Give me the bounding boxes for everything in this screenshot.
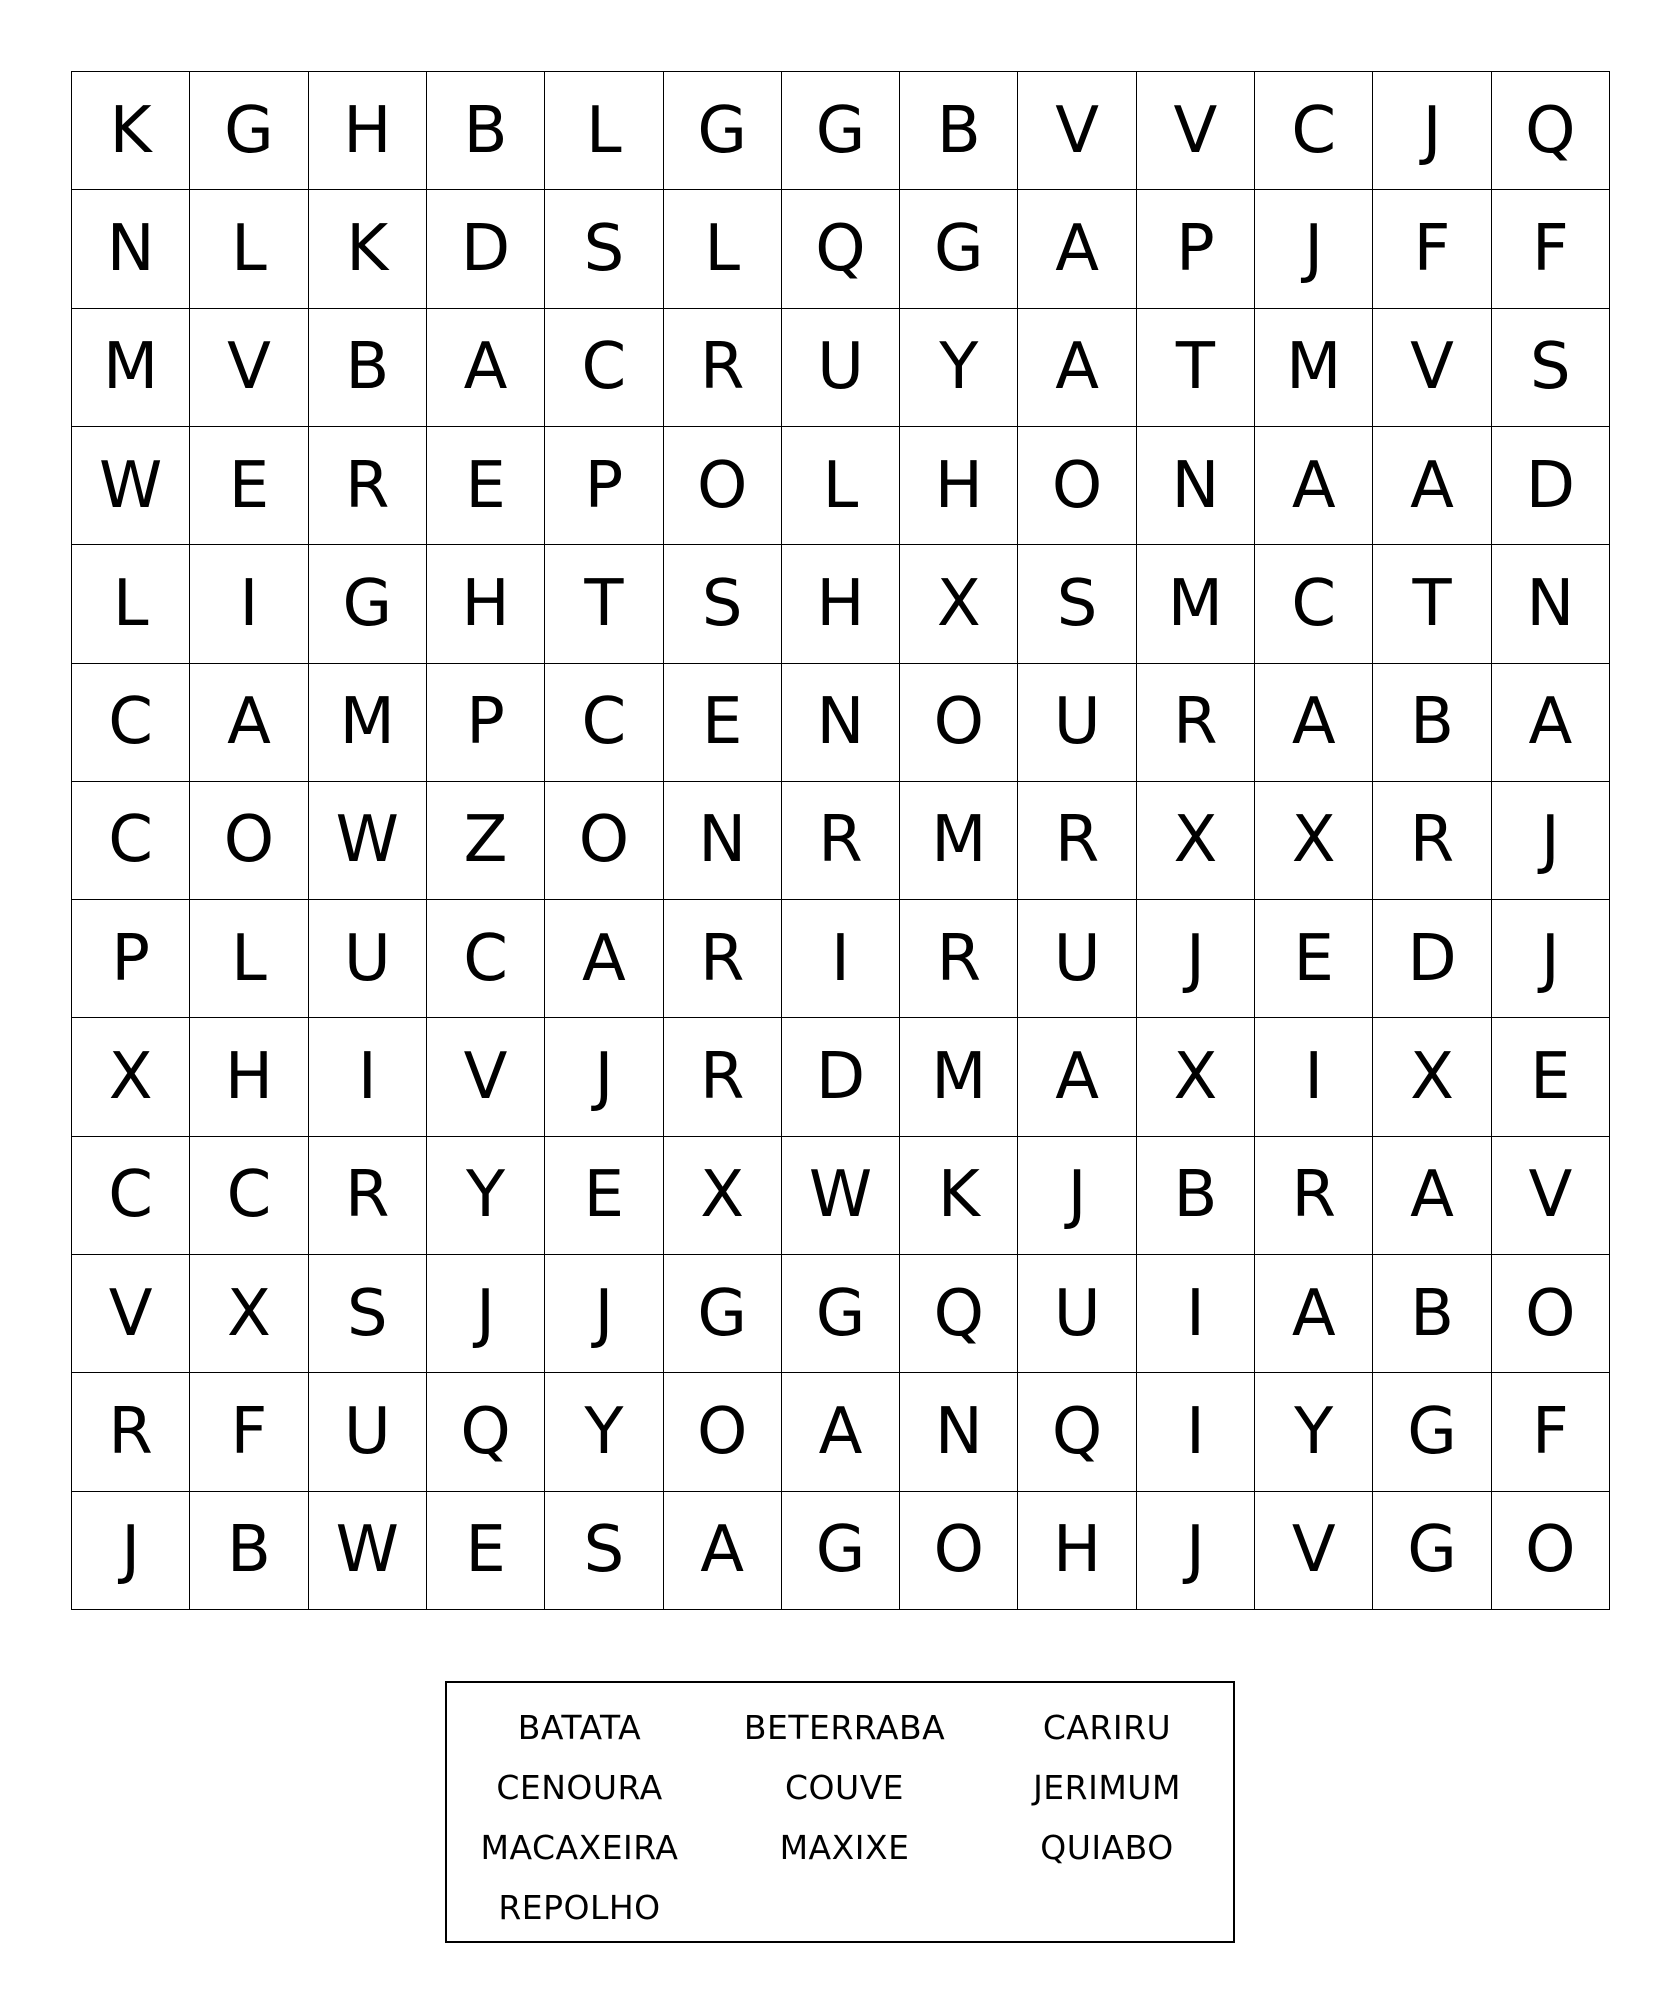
grid-cell[interactable]: X [1373, 1018, 1491, 1136]
grid-cell[interactable]: T [1373, 545, 1491, 663]
grid-cell[interactable]: I [1137, 1373, 1255, 1491]
grid-cell[interactable]: O [1492, 1492, 1610, 1610]
grid-cell[interactable]: R [782, 782, 900, 900]
grid-cell[interactable]: R [1373, 782, 1491, 900]
word-list-item: BATATA [517, 1707, 642, 1747]
grid-cell[interactable]: V [427, 1018, 545, 1136]
grid-cell[interactable]: S [545, 1492, 663, 1610]
grid-cell[interactable]: K [309, 190, 427, 308]
grid-cell[interactable]: L [72, 545, 190, 663]
grid-cell[interactable]: J [545, 1018, 663, 1136]
grid-cell[interactable]: U [1018, 664, 1136, 782]
grid-cell[interactable]: J [1137, 900, 1255, 1018]
grid-cell[interactable]: E [1492, 1018, 1610, 1136]
grid-cell[interactable]: C [190, 1137, 308, 1255]
grid-cell[interactable]: V [72, 1255, 190, 1373]
grid-cell[interactable]: A [1373, 1137, 1491, 1255]
grid-cell[interactable]: A [782, 1373, 900, 1491]
grid-cell[interactable]: V [190, 309, 308, 427]
word-list-item: BETERRABA [743, 1707, 946, 1747]
grid-cell[interactable]: J [72, 1492, 190, 1610]
grid-cell[interactable]: R [664, 309, 782, 427]
grid-cell[interactable]: W [72, 427, 190, 545]
grid-cell[interactable]: Q [782, 190, 900, 308]
grid-cell[interactable]: P [72, 900, 190, 1018]
grid-cell[interactable]: I [1137, 1255, 1255, 1373]
grid-cell[interactable]: J [1492, 900, 1610, 1018]
grid-cell[interactable]: O [1492, 1255, 1610, 1373]
grid-cell[interactable]: A [190, 664, 308, 782]
grid-cell[interactable]: D [427, 190, 545, 308]
grid-cell[interactable]: V [1018, 72, 1136, 190]
grid-cell[interactable]: G [782, 1492, 900, 1610]
grid-cell[interactable]: R [1255, 1137, 1373, 1255]
grid-cell[interactable]: W [782, 1137, 900, 1255]
grid-cell[interactable]: Y [1255, 1373, 1373, 1491]
grid-cell[interactable]: O [190, 782, 308, 900]
grid-cell[interactable]: V [1137, 72, 1255, 190]
grid-cell[interactable]: N [1492, 545, 1610, 663]
grid-cell[interactable]: F [1373, 190, 1491, 308]
word-list-item: QUIABO [1040, 1827, 1174, 1867]
grid-cell[interactable]: X [900, 545, 1018, 663]
grid-cell[interactable]: W [309, 782, 427, 900]
grid-cell[interactable]: J [545, 1255, 663, 1373]
grid-cell[interactable]: B [427, 72, 545, 190]
grid-cell[interactable]: B [309, 309, 427, 427]
grid-cell[interactable]: X [1137, 782, 1255, 900]
grid-cell[interactable]: M [309, 664, 427, 782]
grid-cell[interactable]: O [545, 782, 663, 900]
grid-cell[interactable]: C [545, 664, 663, 782]
grid-cell[interactable]: A [664, 1492, 782, 1610]
grid-cell[interactable]: B [1137, 1137, 1255, 1255]
grid-cell[interactable]: U [1018, 900, 1136, 1018]
grid-cell[interactable]: D [782, 1018, 900, 1136]
grid-cell[interactable]: G [782, 1255, 900, 1373]
grid-cell[interactable]: J [1373, 72, 1491, 190]
grid-cell[interactable]: O [664, 1373, 782, 1491]
grid-cell[interactable]: M [1255, 309, 1373, 427]
grid-cell[interactable]: I [309, 1018, 427, 1136]
grid-cell[interactable]: L [190, 900, 308, 1018]
grid-cell[interactable]: R [72, 1373, 190, 1491]
grid-cell[interactable]: H [190, 1018, 308, 1136]
grid-cell[interactable]: W [309, 1492, 427, 1610]
grid-cell[interactable]: I [1255, 1018, 1373, 1136]
grid-cell[interactable]: A [1255, 1255, 1373, 1373]
grid-cell[interactable]: O [664, 427, 782, 545]
grid-cell[interactable]: O [1018, 427, 1136, 545]
grid-cell[interactable]: H [309, 72, 427, 190]
grid-cell[interactable]: E [427, 1492, 545, 1610]
grid-cell[interactable]: I [782, 900, 900, 1018]
grid-cell[interactable]: R [1018, 782, 1136, 900]
grid-cell[interactable]: N [1137, 427, 1255, 545]
grid-cell[interactable]: D [1492, 427, 1610, 545]
grid-cell[interactable]: G [664, 72, 782, 190]
grid-cell[interactable]: X [1255, 782, 1373, 900]
grid-cell[interactable]: T [545, 545, 663, 663]
grid-cell[interactable]: S [545, 190, 663, 308]
grid-cell[interactable]: M [72, 309, 190, 427]
grid-cell[interactable]: V [1492, 1137, 1610, 1255]
grid-cell[interactable]: X [190, 1255, 308, 1373]
grid-cell[interactable]: G [190, 72, 308, 190]
word-list-item: CENOURA [496, 1767, 663, 1807]
word-list-item: JERIMUM [1033, 1767, 1181, 1807]
grid-cell[interactable]: F [190, 1373, 308, 1491]
word-list-item: CARIRU [1042, 1707, 1172, 1747]
grid-cell[interactable]: J [427, 1255, 545, 1373]
grid-cell[interactable]: X [664, 1137, 782, 1255]
grid-cell[interactable]: L [664, 190, 782, 308]
grid-cell[interactable]: Y [545, 1373, 663, 1491]
grid-cell[interactable]: L [190, 190, 308, 308]
grid-cell[interactable]: R [1137, 664, 1255, 782]
grid-cell[interactable]: M [1137, 545, 1255, 663]
grid-cell[interactable]: B [1373, 1255, 1491, 1373]
grid-cell[interactable]: A [1018, 190, 1136, 308]
grid-cell[interactable]: O [900, 664, 1018, 782]
grid-cell[interactable]: M [900, 1018, 1018, 1136]
grid-cell[interactable]: Y [900, 309, 1018, 427]
grid-cell[interactable]: A [427, 309, 545, 427]
grid-cell[interactable]: E [545, 1137, 663, 1255]
grid-cell[interactable]: E [190, 427, 308, 545]
grid-cell[interactable]: L [782, 427, 900, 545]
grid-cell[interactable]: A [1255, 664, 1373, 782]
grid-cell[interactable]: Q [1492, 72, 1610, 190]
grid-cell[interactable]: S [1492, 309, 1610, 427]
grid-cell[interactable]: F [1492, 1373, 1610, 1491]
grid-cell[interactable]: G [900, 190, 1018, 308]
grid-cell[interactable]: M [900, 782, 1018, 900]
grid-cell[interactable]: H [782, 545, 900, 663]
grid-cell[interactable]: A [1373, 427, 1491, 545]
grid-cell[interactable]: U [309, 900, 427, 1018]
grid-cell[interactable]: S [309, 1255, 427, 1373]
grid-cell[interactable]: D [1373, 900, 1491, 1018]
grid-cell[interactable]: P [1137, 190, 1255, 308]
grid-cell[interactable]: Z [427, 782, 545, 900]
word-list [445, 1681, 1235, 1943]
grid-cell[interactable]: C [72, 782, 190, 900]
grid-cell[interactable]: R [309, 427, 427, 545]
grid-cell[interactable]: S [1018, 545, 1136, 663]
grid-cell[interactable]: U [1018, 1255, 1136, 1373]
grid-cell[interactable]: R [664, 1018, 782, 1136]
grid-cell[interactable]: V [1255, 1492, 1373, 1610]
grid-cell[interactable]: K [72, 72, 190, 190]
grid-cell[interactable]: U [782, 309, 900, 427]
grid-cell[interactable]: O [900, 1492, 1018, 1610]
grid-cell[interactable]: C [72, 1137, 190, 1255]
grid-cell[interactable]: P [427, 664, 545, 782]
grid-cell[interactable]: G [1373, 1492, 1491, 1610]
grid-cell[interactable]: E [1255, 900, 1373, 1018]
grid-cell[interactable]: H [427, 545, 545, 663]
grid-cell[interactable]: Y [427, 1137, 545, 1255]
grid-cell[interactable]: H [1018, 1492, 1136, 1610]
grid-cell[interactable]: Q [427, 1373, 545, 1491]
grid-cell[interactable]: G [309, 545, 427, 663]
grid-cell[interactable]: S [664, 545, 782, 663]
grid-cell[interactable]: R [664, 900, 782, 1018]
word-list-item: MACAXEIRA [480, 1827, 679, 1867]
grid-cell[interactable]: R [309, 1137, 427, 1255]
grid-cell[interactable]: N [900, 1373, 1018, 1491]
grid-cell[interactable]: I [190, 545, 308, 663]
grid-cell[interactable]: V [1373, 309, 1491, 427]
grid-cell[interactable]: B [190, 1492, 308, 1610]
grid-cell[interactable]: E [664, 664, 782, 782]
grid-cell[interactable]: G [664, 1255, 782, 1373]
grid-cell[interactable]: R [900, 900, 1018, 1018]
grid-cell[interactable]: J [1137, 1492, 1255, 1610]
grid-cell[interactable]: A [1492, 664, 1610, 782]
grid-cell[interactable]: C [545, 309, 663, 427]
grid-cell[interactable]: T [1137, 309, 1255, 427]
grid-cell[interactable]: N [664, 782, 782, 900]
grid-cell[interactable]: G [782, 72, 900, 190]
grid-cell[interactable]: A [1255, 427, 1373, 545]
grid-cell[interactable]: X [1137, 1018, 1255, 1136]
grid-cell[interactable]: H [900, 427, 1018, 545]
grid-cell[interactable]: B [1373, 664, 1491, 782]
grid-cell[interactable]: N [72, 190, 190, 308]
grid-cell[interactable]: K [900, 1137, 1018, 1255]
grid-cell[interactable]: A [1018, 309, 1136, 427]
grid-cell[interactable]: F [1492, 190, 1610, 308]
grid-cell[interactable]: A [545, 900, 663, 1018]
grid-cell[interactable]: J [1255, 190, 1373, 308]
grid-cell[interactable]: C [427, 900, 545, 1018]
grid-cell[interactable]: C [1255, 72, 1373, 190]
grid-cell[interactable]: G [1373, 1373, 1491, 1491]
grid-cell[interactable]: X [72, 1018, 190, 1136]
word-list-item: REPOLHO [498, 1887, 661, 1927]
grid-cell[interactable]: Q [900, 1255, 1018, 1373]
grid-cell[interactable]: P [545, 427, 663, 545]
grid-cell[interactable]: B [900, 72, 1018, 190]
grid-cell[interactable]: U [309, 1373, 427, 1491]
word-list-item: COUVE [784, 1767, 905, 1807]
grid-cell[interactable]: J [1018, 1137, 1136, 1255]
grid-cell[interactable]: J [1492, 782, 1610, 900]
letter-grid [71, 71, 1610, 1610]
grid-cell[interactable]: A [1018, 1018, 1136, 1136]
grid-cell[interactable]: Q [1018, 1373, 1136, 1491]
grid-cell[interactable]: C [72, 664, 190, 782]
word-list-item: MAXIXE [779, 1827, 910, 1867]
grid-cell[interactable]: N [782, 664, 900, 782]
grid-cell[interactable]: E [427, 427, 545, 545]
grid-cell[interactable]: L [545, 72, 663, 190]
grid-cell[interactable]: C [1255, 545, 1373, 663]
